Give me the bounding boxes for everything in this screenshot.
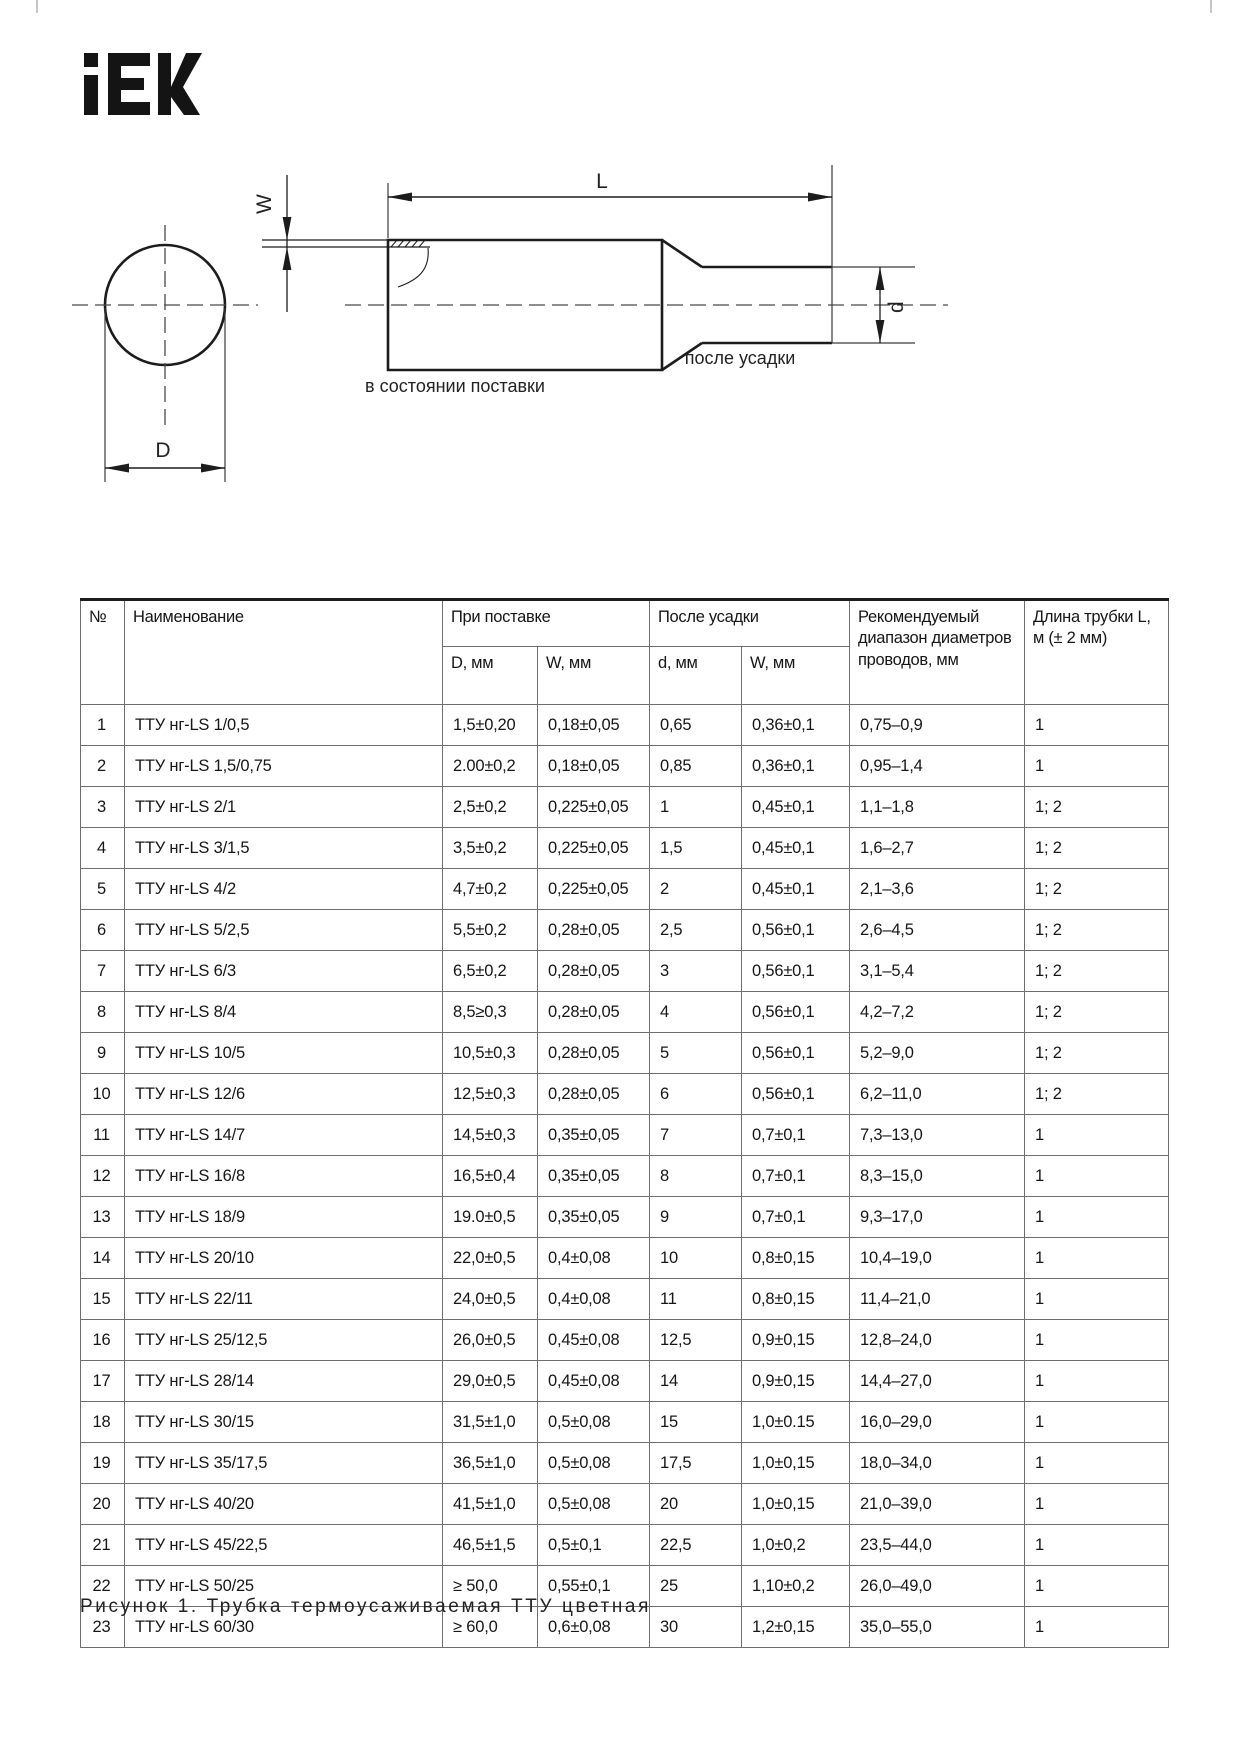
table-cell: 31,5±1,0	[443, 1402, 538, 1443]
table-cell: 1	[81, 705, 125, 746]
table-cell: 29,0±0,5	[443, 1361, 538, 1402]
table-row	[81, 1361, 1169, 1402]
table-cell: 0,36±0,1	[742, 705, 850, 746]
header-range: Рекомендуемый диапазон диаметров проводов, мм	[850, 600, 1025, 705]
table-cell: 6	[650, 1074, 742, 1115]
table-cell: 0,7±0,1	[742, 1156, 850, 1197]
table-cell: 26,0±0,5	[443, 1320, 538, 1361]
table-cell: 1; 2	[1025, 787, 1169, 828]
table-cell: 12,5±0,3	[443, 1074, 538, 1115]
table-cell: 0,56±0,1	[742, 1074, 850, 1115]
table-cell: 46,5±1,5	[443, 1525, 538, 1566]
table-cell: 9	[650, 1197, 742, 1238]
table-cell: 0,45±0,1	[742, 869, 850, 910]
table-cell: 8,5≥0,3	[443, 992, 538, 1033]
table-cell: 0,65	[650, 705, 742, 746]
table-row	[81, 705, 1169, 746]
table-cell: 35,0–55,0	[850, 1607, 1025, 1648]
table-cell: 1,5	[650, 828, 742, 869]
table-cell: ТТУ нг-LS 60/30	[125, 1607, 443, 1648]
table-cell: 0,35±0,05	[538, 1197, 650, 1238]
table-cell: 6,5±0,2	[443, 951, 538, 992]
table-row	[81, 992, 1169, 1033]
table-cell: 25	[650, 1566, 742, 1607]
table-cell: 0,5±0,08	[538, 1443, 650, 1484]
table-cell: 1,0±0,15	[742, 1443, 850, 1484]
header-supply: При поставке	[443, 600, 650, 647]
table-cell: 4	[81, 828, 125, 869]
arrowhead-d-top	[876, 267, 885, 290]
spec-table-header	[81, 600, 1169, 705]
dim-label-L: L	[596, 170, 608, 193]
table-cell: ТТУ нг-LS 2/1	[125, 787, 443, 828]
label-shrunk-state: после усадки	[684, 348, 796, 368]
table-cell: 1; 2	[1025, 828, 1169, 869]
table-cell: ТТУ нг-LS 30/15	[125, 1402, 443, 1443]
arrowhead-D-left	[105, 464, 129, 473]
wall-section-curve	[398, 248, 428, 287]
table-cell: 22,0±0,5	[443, 1238, 538, 1279]
table-cell: 1; 2	[1025, 1033, 1169, 1074]
table-cell: 0,18±0,05	[538, 705, 650, 746]
table-cell: 1,1–1,8	[850, 787, 1025, 828]
table-cell: 0,56±0,1	[742, 951, 850, 992]
table-cell: 1	[1025, 1402, 1169, 1443]
header-shrunk: После усадки	[650, 600, 850, 647]
table-cell: 20	[81, 1484, 125, 1525]
table-cell: 12	[81, 1156, 125, 1197]
table-cell: 14	[81, 1238, 125, 1279]
table-cell: 5,5±0,2	[443, 910, 538, 951]
table-cell: 1	[650, 787, 742, 828]
table-cell: 16	[81, 1320, 125, 1361]
table-cell: 0,9±0,15	[742, 1361, 850, 1402]
dim-label-D: D	[155, 439, 171, 462]
table-cell: 1	[1025, 746, 1169, 787]
table-cell: 0,56±0,1	[742, 992, 850, 1033]
table-cell: 22	[81, 1566, 125, 1607]
table-cell: 7	[650, 1115, 742, 1156]
table-cell: 0,28±0,05	[538, 951, 650, 992]
table-cell: 14,4–27,0	[850, 1361, 1025, 1402]
table-cell: 2,5	[650, 910, 742, 951]
table-cell: 24,0±0,5	[443, 1279, 538, 1320]
table-cell: 16,0–29,0	[850, 1402, 1025, 1443]
table-row	[81, 787, 1169, 828]
table-cell: 1,5±0,20	[443, 705, 538, 746]
table-cell: 2,6–4,5	[850, 910, 1025, 951]
table-cell: 0,56±0,1	[742, 1033, 850, 1074]
table-cell: 3,1–5,4	[850, 951, 1025, 992]
table-row	[81, 1484, 1169, 1525]
table-cell: 1	[1025, 1156, 1169, 1197]
side-view	[253, 165, 948, 396]
dim-label-d: d	[885, 301, 908, 313]
table-cell: 12,8–24,0	[850, 1320, 1025, 1361]
table-cell: 1	[1025, 1525, 1169, 1566]
table-cell: 0,7±0,1	[742, 1115, 850, 1156]
table-cell: 23	[81, 1607, 125, 1648]
table-cell: 20	[650, 1484, 742, 1525]
table-cell: 1; 2	[1025, 910, 1169, 951]
table-cell: 0,45±0,08	[538, 1361, 650, 1402]
table-cell: 1,0±0.15	[742, 1402, 850, 1443]
arrowhead-L-right	[808, 193, 832, 202]
table-cell: 0,4±0,08	[538, 1279, 650, 1320]
table-cell: 1,2±0,15	[742, 1607, 850, 1648]
table-cell: 0,18±0,05	[538, 746, 650, 787]
table-cell: 10	[650, 1238, 742, 1279]
table-cell: ТТУ нг-LS 40/20	[125, 1484, 443, 1525]
table-cell: ТТУ нг-LS 22/11	[125, 1279, 443, 1320]
table-row	[81, 1238, 1169, 1279]
table-cell: 13	[81, 1197, 125, 1238]
arrowhead-d-bottom	[876, 320, 885, 343]
table-cell: 9,3–17,0	[850, 1197, 1025, 1238]
table-cell: 2	[650, 869, 742, 910]
table-row	[81, 1156, 1169, 1197]
table-cell: 0,9±0,15	[742, 1320, 850, 1361]
table-cell: 11	[81, 1115, 125, 1156]
table-cell: 0,6±0,08	[538, 1607, 650, 1648]
table-cell: 0,75–0,9	[850, 705, 1025, 746]
table-cell: 2,5±0,2	[443, 787, 538, 828]
table-row	[81, 951, 1169, 992]
table-cell: 30	[650, 1607, 742, 1648]
header-shrunk-d: d, мм	[650, 647, 742, 705]
table-cell: 10	[81, 1074, 125, 1115]
table-cell: 0,5±0,08	[538, 1402, 650, 1443]
table-cell: 6,2–11,0	[850, 1074, 1025, 1115]
table-cell: 16,5±0,4	[443, 1156, 538, 1197]
table-cell: ТТУ нг-LS 16/8	[125, 1156, 443, 1197]
table-cell: 1,0±0,15	[742, 1484, 850, 1525]
table-cell: 0,7±0,1	[742, 1197, 850, 1238]
arrowhead-W-bottom	[283, 247, 292, 270]
table-cell: ТТУ нг-LS 1/0,5	[125, 705, 443, 746]
table-row	[81, 1525, 1169, 1566]
table-cell: ≥ 60,0	[443, 1607, 538, 1648]
header-supply-w: W, мм	[538, 647, 650, 705]
front-view	[72, 225, 258, 482]
table-cell: 2,1–3,6	[850, 869, 1025, 910]
table-cell: ТТУ нг-LS 10/5	[125, 1033, 443, 1074]
table-cell: 1	[1025, 1607, 1169, 1648]
header-name: Наименование	[125, 600, 443, 705]
table-cell: 1,10±0,2	[742, 1566, 850, 1607]
table-cell: 10,4–19,0	[850, 1238, 1025, 1279]
table-cell: ТТУ нг-LS 35/17,5	[125, 1443, 443, 1484]
table-row	[81, 746, 1169, 787]
table-cell: 0,28±0,05	[538, 910, 650, 951]
table-row	[81, 1443, 1169, 1484]
table-cell: ТТУ нг-LS 6/3	[125, 951, 443, 992]
header-supply-d: D, мм	[443, 647, 538, 705]
table-cell: 0,36±0,1	[742, 746, 850, 787]
table-cell: ТТУ нг-LS 28/14	[125, 1361, 443, 1402]
table-cell: 0,35±0,05	[538, 1156, 650, 1197]
table-row	[81, 910, 1169, 951]
table-cell: 10,5±0,3	[443, 1033, 538, 1074]
table-cell: 0,95–1,4	[850, 746, 1025, 787]
table-cell: ТТУ нг-LS 12/6	[125, 1074, 443, 1115]
table-cell: 17,5	[650, 1443, 742, 1484]
arrowhead-L-left	[388, 193, 412, 202]
table-cell: 14	[650, 1361, 742, 1402]
table-row	[81, 1320, 1169, 1361]
table-cell: 4	[650, 992, 742, 1033]
table-cell: 12,5	[650, 1320, 742, 1361]
table-row	[81, 1033, 1169, 1074]
table-cell: 7	[81, 951, 125, 992]
table-cell: 0,56±0,1	[742, 910, 850, 951]
table-cell: 8,3–15,0	[850, 1156, 1025, 1197]
table-cell: 0,225±0,05	[538, 828, 650, 869]
table-cell: 2	[81, 746, 125, 787]
table-cell: 21	[81, 1525, 125, 1566]
table-cell: 1; 2	[1025, 869, 1169, 910]
table-cell: 22,5	[650, 1525, 742, 1566]
table-cell: 1	[1025, 1197, 1169, 1238]
table-cell: 5,2–9,0	[850, 1033, 1025, 1074]
arrowhead-D-right	[201, 464, 225, 473]
table-cell: ТТУ нг-LS 20/10	[125, 1238, 443, 1279]
arrowhead-W-top	[283, 217, 292, 240]
table-cell: 1,0±0,2	[742, 1525, 850, 1566]
table-cell: ТТУ нг-LS 5/2,5	[125, 910, 443, 951]
table-cell: 5	[81, 869, 125, 910]
table-cell: 1	[1025, 1361, 1169, 1402]
table-cell: 3	[81, 787, 125, 828]
dim-label-W: W	[253, 194, 276, 214]
table-cell: ТТУ нг-LS 45/22,5	[125, 1525, 443, 1566]
table-cell: 8	[650, 1156, 742, 1197]
table-cell: 0,85	[650, 746, 742, 787]
table-cell: 0,55±0,1	[538, 1566, 650, 1607]
spec-table	[80, 598, 1169, 1648]
table-cell: 1,6–2,7	[850, 828, 1025, 869]
table-cell: 9	[81, 1033, 125, 1074]
table-row	[81, 1074, 1169, 1115]
table-cell: ТТУ нг-LS 18/9	[125, 1197, 443, 1238]
figure-caption: Рисунок 1. Трубка термоусаживаемая ТТУ цветная	[80, 1596, 651, 1617]
table-cell: 11,4–21,0	[850, 1279, 1025, 1320]
table-row	[81, 869, 1169, 910]
table-row	[81, 1402, 1169, 1443]
table-row	[81, 1197, 1169, 1238]
table-cell: ТТУ нг-LS 1,5/0,75	[125, 746, 443, 787]
table-cell: ≥ 50,0	[443, 1566, 538, 1607]
table-cell: 1; 2	[1025, 992, 1169, 1033]
table-cell: 19	[81, 1443, 125, 1484]
table-cell: 23,5–44,0	[850, 1525, 1025, 1566]
table-cell: 0,4±0,08	[538, 1238, 650, 1279]
table-cell: 0,225±0,05	[538, 787, 650, 828]
table-cell: ТТУ нг-LS 4/2	[125, 869, 443, 910]
table-cell: 1	[1025, 1443, 1169, 1484]
table-cell: 1	[1025, 705, 1169, 746]
table-cell: 18,0–34,0	[850, 1443, 1025, 1484]
table-cell: 26,0–49,0	[850, 1566, 1025, 1607]
table-cell: 6	[81, 910, 125, 951]
table-cell: 11	[650, 1279, 742, 1320]
taper-top	[662, 240, 702, 267]
label-supply-state: в состоянии поставки	[365, 376, 545, 396]
table-cell: 15	[81, 1279, 125, 1320]
table-cell: 1; 2	[1025, 1074, 1169, 1115]
table-cell: 4,2–7,2	[850, 992, 1025, 1033]
table-cell: 2.00±0,2	[443, 746, 538, 787]
table-cell: 14,5±0,3	[443, 1115, 538, 1156]
table-cell: 1	[1025, 1279, 1169, 1320]
table-row	[81, 1115, 1169, 1156]
table-cell: 3	[650, 951, 742, 992]
table-cell: 0,5±0,08	[538, 1484, 650, 1525]
table-cell: 17	[81, 1361, 125, 1402]
table-cell: 36,5±1,0	[443, 1443, 538, 1484]
table-cell: 0,28±0,05	[538, 1033, 650, 1074]
header-length: Длина трубки L, м (± 2 мм)	[1025, 600, 1169, 705]
table-cell: 0,28±0,05	[538, 992, 650, 1033]
table-cell: 1	[1025, 1238, 1169, 1279]
table-row	[81, 1279, 1169, 1320]
table-cell: 15	[650, 1402, 742, 1443]
header-shrunk-w: W, мм	[742, 647, 850, 705]
table-cell: 5	[650, 1033, 742, 1074]
table-cell: 1	[1025, 1484, 1169, 1525]
table-cell: 21,0–39,0	[850, 1484, 1025, 1525]
table-cell: ТТУ нг-LS 50/25	[125, 1566, 443, 1607]
table-cell: 4,7±0,2	[443, 869, 538, 910]
table-cell: 0,8±0,15	[742, 1238, 850, 1279]
table-cell: ТТУ нг-LS 3/1,5	[125, 828, 443, 869]
table-cell: 1	[1025, 1320, 1169, 1361]
table-cell: ТТУ нг-LS 14/7	[125, 1115, 443, 1156]
table-cell: 19.0±0,5	[443, 1197, 538, 1238]
table-cell: 41,5±1,0	[443, 1484, 538, 1525]
table-cell: 7,3–13,0	[850, 1115, 1025, 1156]
table-cell: 1; 2	[1025, 951, 1169, 992]
table-row	[81, 828, 1169, 869]
table-cell: 0,8±0,15	[742, 1279, 850, 1320]
spec-table-body	[81, 705, 1169, 1648]
table-cell: 0,45±0,1	[742, 787, 850, 828]
header-num: №	[81, 600, 125, 705]
table-cell: 0,5±0,1	[538, 1525, 650, 1566]
table-cell: 0,45±0,08	[538, 1320, 650, 1361]
table-cell: 3,5±0,2	[443, 828, 538, 869]
table-cell: ТТУ нг-LS 25/12,5	[125, 1320, 443, 1361]
table-cell: ТТУ нг-LS 8/4	[125, 992, 443, 1033]
table-cell: 0,45±0,1	[742, 828, 850, 869]
table-cell: 18	[81, 1402, 125, 1443]
table-cell: 0,28±0,05	[538, 1074, 650, 1115]
technical-drawing	[0, 0, 1244, 520]
table-cell: 0,35±0,05	[538, 1115, 650, 1156]
table-cell: 1	[1025, 1566, 1169, 1607]
table-cell: 8	[81, 992, 125, 1033]
table-cell: 1	[1025, 1115, 1169, 1156]
table-cell: 0,225±0,05	[538, 869, 650, 910]
